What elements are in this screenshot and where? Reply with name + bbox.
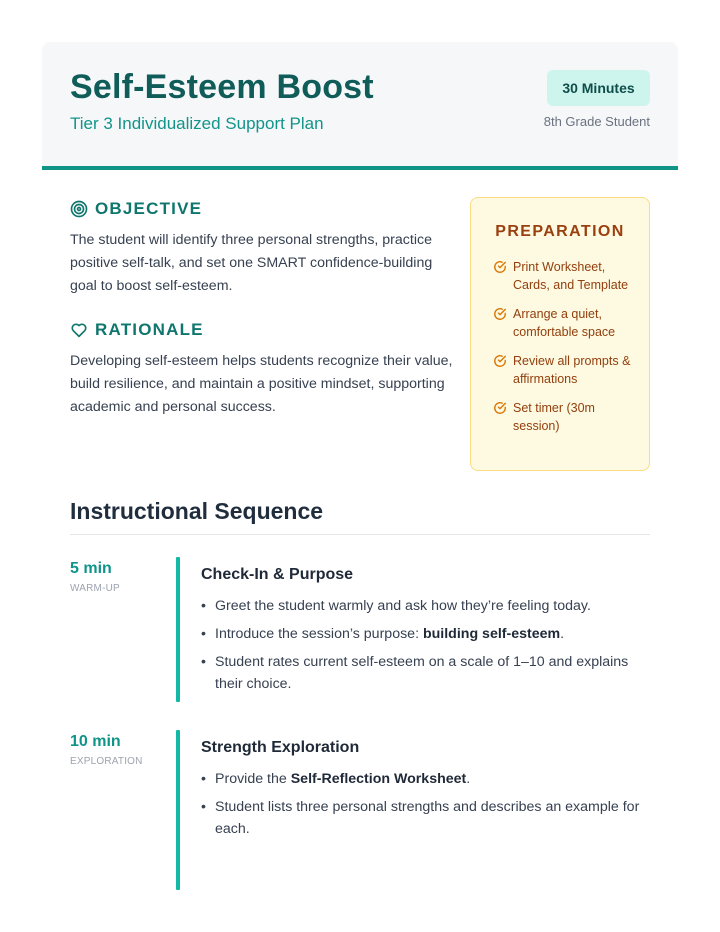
step-bullet-suffix: . — [560, 626, 565, 642]
preparation-card — [470, 197, 650, 471]
check-circle-icon — [493, 354, 507, 368]
step-bullet-prefix: Introduce the session’s purpose: — [215, 626, 423, 642]
step-bullet-emphasis: building self-esteem — [422, 626, 561, 642]
objective-text: The student will identify three personal strengths, practice positive self-talk, and set one SMART confidence-building goal to boost self-esteem. — [70, 232, 433, 294]
step-accent-bar — [176, 730, 180, 890]
check-circle-icon — [493, 260, 507, 274]
step-time: 10 min — [70, 733, 121, 750]
sequence-divider — [70, 534, 650, 535]
preparation-item-label: Print Worksheet, Cards, and Template — [513, 260, 629, 292]
preparation-item-label: Arrange a quiet, comfortable space — [513, 307, 616, 339]
preparation-item-label: Review all prompts & affirmations — [513, 354, 631, 386]
preparation-item — [493, 305, 633, 341]
target-icon — [70, 200, 88, 218]
step-bullet-suffix: . — [466, 771, 471, 787]
step-bullet-list — [201, 768, 651, 846]
objective-heading-label: OBJECTIVE — [95, 199, 203, 218]
objective-heading — [70, 199, 202, 219]
step-phase: WARM-UP — [70, 583, 120, 594]
step-bullet-emphasis: Self-Reflection Worksheet — [290, 771, 467, 787]
rationale-heading — [70, 320, 204, 340]
grade-label: 8th Grade Student — [543, 114, 650, 129]
heart-icon — [70, 321, 88, 339]
step-accent-bar — [176, 557, 180, 702]
step-phase: EXPLORATION — [70, 756, 143, 767]
step-bullet-text: Student rates current self-esteem on a scale of 1–10 and explains their choice. — [215, 654, 629, 692]
rationale-text: Developing self-esteem helps students recognize their value, build resilience, and maintain a positive mindset, supporting academic and personal success. — [70, 353, 453, 415]
preparation-item — [493, 258, 633, 294]
step-bullet-list — [201, 595, 651, 701]
step-bullet-prefix: Provide the — [215, 771, 291, 787]
step-time: 5 min — [70, 560, 112, 577]
header-card — [42, 42, 678, 170]
step-bullet — [201, 796, 651, 840]
preparation-item-label: Set timer (30m session) — [513, 401, 595, 433]
step-bullet — [201, 623, 651, 645]
step-bullet — [201, 651, 651, 695]
step-bullet-text: Student lists three personal strengths and describes an example for each. — [215, 799, 640, 837]
step-bullet — [201, 595, 651, 617]
page-subtitle: Tier 3 Individualized Support Plan — [70, 114, 324, 133]
step-bullet — [201, 768, 651, 790]
preparation-heading: PREPARATION — [495, 223, 625, 240]
preparation-list — [493, 258, 633, 446]
page-title: Self-Esteem Boost — [70, 68, 374, 106]
step-title: Check-In & Purpose — [201, 566, 354, 583]
duration-badge: 30 Minutes — [547, 70, 650, 106]
sequence-heading: Instructional Sequence — [70, 498, 324, 524]
preparation-item — [493, 399, 633, 435]
rationale-heading-label: RATIONALE — [95, 320, 204, 339]
check-circle-icon — [493, 307, 507, 321]
check-circle-icon — [493, 401, 507, 415]
preparation-item — [493, 352, 633, 388]
step-title: Strength Exploration — [201, 739, 360, 756]
step-bullet-text: Greet the student warmly and ask how they’re feeling today. — [215, 598, 591, 614]
